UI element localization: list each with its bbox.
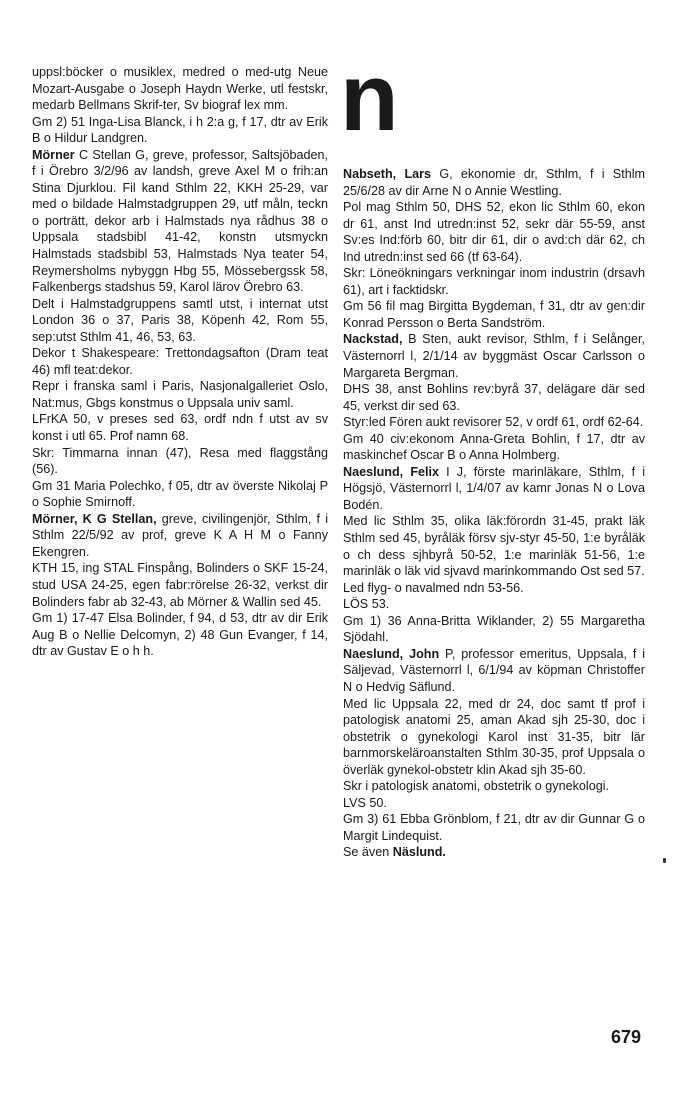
- entry-paragraph: Skr: Timmarna innan (47), Resa med flaggstång (56).: [32, 445, 328, 477]
- section-letter: n: [340, 44, 399, 151]
- entry-paragraph: Med lic Sthlm 35, olika läk:förordn 31-45, prakt läk Sthlm sed 45, byråläk försv sjv-styr 45-50, 1:e byråläk o ch dess sjhbyrå 50-52, 1:e marinläk 51-56, 1:e marinläk o läk vid sjvavd marinkommando Ost sed 57.: [343, 514, 645, 579]
- entry-heading: Mörner, K G Stellan,: [32, 511, 157, 526]
- entry-paragraph: Led flyg- o navalmed ndn 53-56.: [343, 580, 524, 595]
- entry-paragraph: Gm 3) 61 Ebba Grönblom, f 21, dtr av dir Gunnar G o Margit Lindequist.: [343, 812, 645, 843]
- entry-paragraph: Skr i patologisk anatomi, obstetrik o gynekologi.: [343, 779, 610, 794]
- entry-paragraph: Naeslund, Felix I J, förste marinläkare, Sthlm, f i Högsjö, Västernorrl l, 1/4/07 av kamr Jonas N o Lova Bodén.: [343, 464, 645, 512]
- entry-paragraph: Gm 31 Maria Polechko, f 05, dtr av överste Nikolaj P o Sophie Smirnoff.: [32, 478, 328, 510]
- entry-paragraph: Dekor t Shakespeare: Trettondagsafton (Dram teat 46) mfl teat:dekor.: [32, 346, 328, 377]
- entry-paragraph: LÖS 53.: [343, 597, 390, 612]
- entry-paragraph: Styr:led Fören aukt revisorer 52, v ordf 61, ordf 62-64.: [343, 415, 644, 430]
- entry-heading: Nabseth, Lars: [343, 167, 432, 181]
- entry-paragraph: uppsl:böcker o musiklex, medred o med-utg Neue Mozart-Ausgabe o Joseph Haydn Werke, utl festskr, medarb Bellmans Skrif-ter, Sv biograf lex mm.: [32, 65, 328, 113]
- entry-paragraph: Mörner, K G Stellan, greve, civilingenjör, Sthlm, f i Sthlm 22/5/92 av prof, greve K A H M o Fanny Ekengren.: [32, 511, 328, 559]
- entry-paragraph: Naeslund, John P, professor emeritus, Uppsala, f i Säljevad, Västernorrl l, 6/1/94 av köpman Christoffer N o Hedvig Säflund.: [343, 646, 646, 694]
- right-column: [343, 166, 645, 861]
- margin-mark: [663, 858, 666, 863]
- entry-paragraph: Gm 56 fil mag Birgitta Bygdeman, f 31, dtr av gen:dir Konrad Persson o Berta Sandström.: [343, 299, 645, 330]
- entry-paragraph: Gm 1) 36 Anna-Britta Wiklander, 2) 55 Margaretha Sjödahl.: [343, 613, 645, 645]
- entry-paragraph: Se även Näslund.: [343, 845, 446, 860]
- entry-paragraph: Skr: Löneökningars verkningar inom industrin (drsavh 61), art i facktidskr.: [343, 266, 645, 297]
- cross-reference: Näslund.: [392, 845, 446, 860]
- entry-paragraph: Repr i franska saml i Paris, Nasjonalgalleriet Oslo, Nat:mus, Gbgs konstmus o Uppsala univ saml.: [32, 379, 328, 410]
- entry-paragraph: Nabseth, Lars G, ekonomie dr, Sthlm, f i Sthlm 25/6/28 av dir Arne N o Annie Westling.: [343, 167, 645, 198]
- entry-paragraph: Pol mag Sthlm 50, DHS 52, ekon lic Sthlm 60, ekon dr 61, anst Ind utredn:inst 52, sekr där 55-59, anst Sv:es Ind:förb 60, bitr dir 61, dir o avd:ch där 62, ch Ind utredn:inst sed 66 (tf 63-64).: [343, 200, 645, 264]
- entry-heading: Naeslund, John: [343, 646, 440, 661]
- entry-paragraph: DHS 38, anst Bohlins rev:byrå 37, delägare där sed 45, verkst dir sed 63.: [343, 382, 645, 413]
- page-number: 679: [611, 1027, 642, 1047]
- entry-paragraph: Mörner C Stellan G, greve, professor, Saltsjöbaden, f i Örebro 3/2/96 av landsh, greve Axel M o frih:an Stina Djurklou. Fil kand Sthlm 22, KKH 25-29, var med o bildade Halmstadgruppen 29, utf måln, teckn o porträtt, dekor arb i Halmstads nya rådhus 38 o Uppsala stadsbibl 41-42, konstn utsmyckn Halmstads stadsbibl 53, Halmstads Nya teater 54, Reymersholms nybyggn Hbg 55, Mössebergssk 58, Falkenbergs stadshus 59, Karol lärov Örebro 63.: [32, 147, 328, 295]
- entry-paragraph: LFrKA 50, v preses sed 63, ordf ndn f utst av sv konst i utl 65. Prof namn 68.: [32, 412, 328, 444]
- entry-paragraph: Med lic Uppsala 22, med dr 24, doc samt tf prof i patologisk anatomi 25, aman Akad sjh 25-30, doc i obstetrik o gynekologi Karol inst 31-35, bitr lär barnmorskeläroanstalten Sthlm 30-35, prof Uppsala o överläk gynekol-obstetr klin Akad sjh 35-60.: [343, 696, 645, 777]
- entry-paragraph: Gm 40 civ:ekonom Anna-Greta Bohlin, f 17, dtr av maskinchef Oscar B o Anna Holmberg.: [343, 431, 645, 463]
- entry-paragraph: Gm 1) 17-47 Elsa Bolinder, f 94, d 53, dtr av dir Erik Aug B o Nellie Delcomyn, 2) 48 Gun Evanger, f 14, dtr av Gustav E o h h.: [32, 611, 328, 659]
- entry-paragraph: Gm 2) 51 Inga-Lisa Blanck, i h 2:a g, f 17, dtr av Erik B o Hildur Landgren.: [32, 114, 328, 146]
- entry-paragraph: KTH 15, ing STAL Finspång, Bolinders o SKF 15-24, stud USA 24-25, egen fabr:rörelse 26-32, verkst dir Bolinders fabr ab 32-43, ab Mörner & Wallin sed 45.: [32, 561, 328, 609]
- entry-heading: Nackstad,: [343, 332, 403, 347]
- left-column: [32, 64, 328, 660]
- entry-paragraph: LVS 50.: [343, 795, 387, 810]
- entry-heading: Naeslund, Felix: [343, 464, 440, 479]
- entry-paragraph: Delt i Halmstadgruppens samtl utst, i internat utst London 36 o 37, Paris 38, Köpenh 42, Rom 55, sep:utst Sthlm 41, 46, 53, 63.: [32, 296, 328, 344]
- entry-heading: Mörner: [32, 147, 75, 162]
- entry-paragraph: Nackstad, B Sten, aukt revisor, Sthlm, f i Selånger, Västernorrl l, 2/1/14 av byggmäst Oscar Carlsson o Margareta Bergman.: [343, 332, 645, 380]
